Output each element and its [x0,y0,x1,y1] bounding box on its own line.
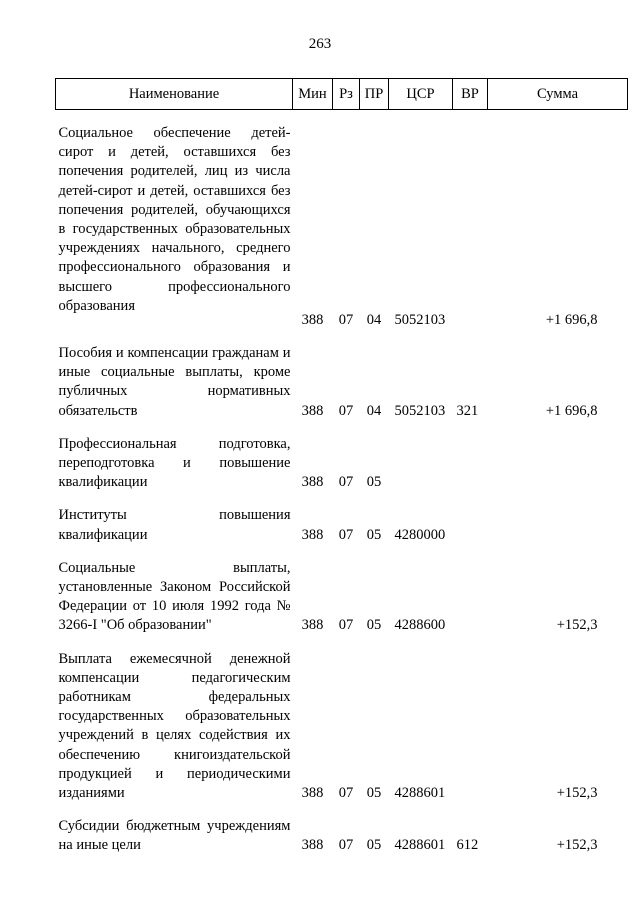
row-min: 388 [301,617,324,634]
row-spacer [56,110,628,125]
row-rz: 07 [338,837,354,854]
row-spacer [56,545,628,559]
row-pr: 05 [366,837,382,854]
table-row [56,435,628,493]
row-rz: 07 [338,617,354,634]
table-row [56,817,628,855]
header-pr: ПР [360,79,389,110]
row-sum: +152,3 [556,617,598,634]
row-min: 388 [301,474,324,491]
row-rz: 07 [338,474,354,491]
header-sum: Сумма [488,79,628,110]
row-name: Социальное обеспечение детей-сирот и детей, оставшихся без попечения родителей, лиц из числа детей-сирот и детей, оставшихся без попечения родителей, обучающихся в государственных образовательных учреждениях начального, среднего профессионального образования и высшего профессионального образования [58,125,291,314]
row-pr: 05 [366,526,382,543]
row-name: Выплата ежемесячной денежной компенсации педагогическим работникам федеральных государственных образовательных учреждений в целях содействия их обеспечению книгоиздательской продукцией и периодическими изданиями [58,650,291,802]
row-min: 388 [301,402,324,419]
row-spacer [56,803,628,817]
row-rz: 07 [338,402,354,419]
row-pr: 04 [366,311,382,328]
table-row [56,506,628,544]
table-row [56,344,628,421]
header-csr: ЦСР [389,79,453,110]
row-pr: 05 [366,785,382,802]
row-csr: 4288601 [394,785,446,802]
row-rz: 07 [338,526,354,543]
row-pr: 05 [366,474,382,491]
row-min: 388 [301,837,324,854]
row-name: Институты повышения квалификации [58,507,291,543]
row-min: 388 [301,311,324,328]
row-csr: 5052103 [394,311,446,328]
row-sum: +152,3 [556,785,598,802]
row-sum: +1 696,8 [545,402,598,419]
header-vr: ВР [453,79,488,110]
row-name: Субсидии бюджетным учреждениям на иные цели [58,818,291,854]
row-csr [389,435,453,493]
table-row [56,559,628,636]
budget-table [55,78,628,856]
row-csr: 5052103 [394,402,446,419]
row-sum [488,506,628,544]
row-name: Профессиональная подготовка, переподготовка и повышение квалификации [58,435,291,491]
row-vr [453,650,488,804]
row-vr [453,435,488,493]
row-rz: 07 [338,311,354,328]
row-rz: 07 [338,785,354,802]
row-vr: 321 [456,402,479,419]
row-vr: 612 [456,837,479,854]
row-csr: 4288600 [394,617,446,634]
row-spacer [56,330,628,344]
table-header-row [56,79,628,110]
row-csr: 4288601 [394,837,446,854]
row-pr: 04 [366,402,382,419]
row-min: 388 [301,785,324,802]
row-name: Социальные выплаты, установленные Законом Российской Федерации от 10 июля 1992 года № 3266-I "Об образовании" [58,559,291,634]
table-row [56,124,628,330]
row-spacer [56,636,628,650]
row-pr: 05 [366,617,382,634]
row-spacer [56,492,628,506]
header-min: Мин [293,79,333,110]
row-sum [488,435,628,493]
row-min: 388 [301,526,324,543]
page-number: 263 [308,36,332,52]
row-name: Пособия и компенсации гражданам и иные социальные выплаты, кроме публичных нормативных обязательств [58,345,291,419]
row-sum: +1 696,8 [545,311,598,328]
row-csr: 4280000 [394,526,446,543]
header-rz: Рз [333,79,360,110]
header-name: Наименование [56,79,293,110]
row-spacer [56,421,628,435]
row-vr [453,124,488,330]
row-sum: +152,3 [556,837,598,854]
row-vr [453,559,488,636]
row-vr [453,506,488,544]
table-row [56,650,628,804]
